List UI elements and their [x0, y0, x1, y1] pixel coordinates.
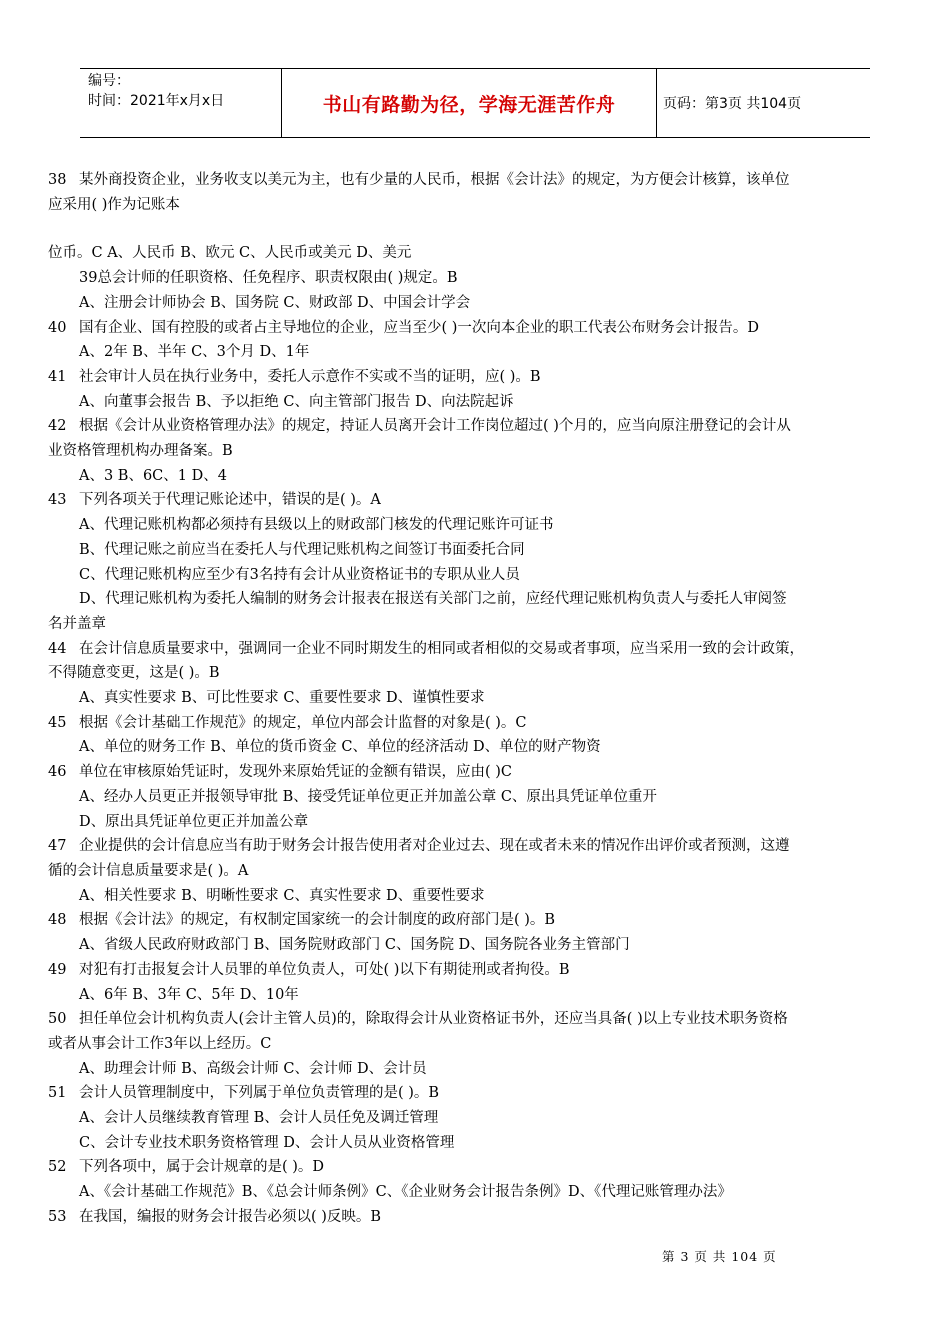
answer-options: C、会计专业技术职务资格管理 D、会计人员从业资格管理 — [79, 1134, 455, 1151]
question-text: 在我国，编报的财务会计报告必须以( )反映。B — [79, 1208, 382, 1225]
question-text: 或者从事会计工作3年以上经历。C — [48, 1035, 272, 1052]
question-number: 48 — [48, 912, 67, 929]
answer-options: A、向董事会报告 B、予以拒绝 C、向主管部门报告 D、向法院起诉 — [79, 393, 514, 410]
question-text: 国有企业、国有控股的或者占主导地位的企业，应当至少( )一次向本企业的职工代表公布财务会计报告。D — [79, 319, 760, 336]
question-number: 41 — [48, 368, 67, 385]
question-text: 根据《会计法》的规定，有权制定国家统一的会计制度的政府部门是( )。B — [79, 912, 556, 929]
question-text: 应采用( )作为记账本 — [48, 196, 180, 213]
option-continuation: 名并盖章 — [48, 615, 106, 632]
question-44 — [48, 637, 908, 662]
answer-options: A、单位的财务工作 B、单位的货币资金 C、单位的经济活动 D、单位的财产物资 — [79, 739, 601, 756]
question-number: 52 — [48, 1159, 67, 1176]
question-text: 社会审计人员在执行业务中，委托人示意作不实或不当的证明，应( )。B — [79, 368, 541, 385]
question-number: 45 — [48, 714, 67, 731]
answer-options: C、代理记账机构应至少有3名持有会计从业资格证书的专职从业人员 — [79, 566, 520, 583]
question-number: 39 — [79, 270, 98, 287]
question-number: 42 — [48, 418, 67, 435]
answer-options: A、会计人员继续教育管理 B、会计人员任免及调迁管理 — [79, 1110, 439, 1127]
question-text: 企业提供的会计信息应当有助于财务会计报告使用者对企业过去、现在或者未来的情况作出评价或者预测，这遵 — [79, 838, 790, 855]
answer-options: A、2年 B、半年 C、3个月 D、1年 — [79, 344, 310, 361]
question-50 — [48, 1007, 908, 1032]
question-text: 业资格管理机构办理备案。B — [48, 443, 233, 460]
question-text: 单位在审核原始凭证时，发现外来原始凭证的金额有错误，应由( )C — [79, 764, 513, 781]
question-text: 下列各项中，属于会计规章的是( )。D — [79, 1159, 325, 1176]
question-49 — [48, 958, 908, 983]
question-number: 38 — [48, 172, 67, 188]
number-label: 编号： — [88, 73, 130, 89]
question-number: 47 — [48, 838, 67, 855]
header-page-label: 页码：第3页 共104页 — [663, 96, 802, 112]
question-39 — [48, 266, 908, 291]
question-text: 不得随意变更，这是( )。B — [48, 665, 220, 682]
question-number: 49 — [48, 961, 67, 978]
answer-options: A、省级人民政府财政部门 B、国务院财政部门 C、国务院 D、国务院各业务主管部门 — [79, 937, 630, 954]
question-46 — [48, 760, 908, 785]
question-list — [48, 168, 908, 1230]
question-42 — [48, 414, 908, 439]
answer-options: D、代理记账机构为委托人编制的财务会计报表在报送有关部门之前，应经代理记账机构负责人与委托人审阅签 — [79, 591, 787, 608]
question-48 — [48, 908, 908, 933]
question-text: 对犯有打击报复会计人员罪的单位负责人，可处( )以下有期徒刑或者拘役。B — [79, 961, 570, 978]
question-text: 某外商投资企业，业务收支以美元为主，也有少量的人民币，根据《会计法》的规定，为方便会计核算，该单位 — [79, 172, 790, 188]
question-number: 51 — [48, 1085, 67, 1102]
question-number: 53 — [48, 1208, 67, 1225]
question-number: 40 — [48, 319, 67, 336]
question-number: 46 — [48, 764, 67, 781]
question-47 — [48, 834, 908, 859]
question-tail: 位币。C A、人民币 B、欧元 C、人民币或美元 D、美元 — [48, 245, 412, 262]
question-43 — [48, 488, 908, 513]
header-motto: 书山有路勤为径，学海无涯苦作舟 — [282, 69, 657, 137]
answer-options: A、3 B、6C、1 D、4 — [79, 467, 227, 484]
answer-options: B、代理记账之前应当在委托人与代理记账机构之间签订书面委托合同 — [79, 541, 525, 558]
question-38 — [48, 168, 908, 193]
question-number: 43 — [48, 492, 67, 509]
question-45 — [48, 711, 908, 736]
question-number: 44 — [48, 640, 67, 657]
page-footer: 第 3 页 共 104 页 — [662, 1249, 777, 1264]
answer-options: A、相关性要求 B、明晰性要求 C、真实性要求 D、重要性要求 — [79, 887, 485, 904]
answer-options: A、代理记账机构都必须持有县级以上的财政部门核发的代理记账许可证书 — [79, 517, 554, 534]
answer-options: A、注册会计师协会 B、国务院 C、财政部 D、中国会计学会 — [79, 294, 471, 311]
question-text: 会计人员管理制度中，下列属于单位负责管理的是( )。B — [79, 1085, 440, 1102]
question-continuation — [48, 439, 908, 464]
question-text: 根据《会计基础工作规范》的规定，单位内部会计监督的对象是( )。C — [79, 714, 527, 731]
question-text: 循的会计信息质量要求是( )。A — [48, 862, 249, 879]
question-text: 根据《会计从业资格管理办法》的规定，持证人员离开会计工作岗位超过( )个月的，应当向原注册登记的会计从 — [79, 418, 791, 435]
question-continuation — [48, 1032, 908, 1057]
question-51 — [48, 1081, 908, 1106]
answer-options: A、6年 B、3年 C、5年 D、10年 — [79, 986, 299, 1003]
question-continuation — [48, 859, 908, 884]
question-52 — [48, 1155, 908, 1180]
question-40 — [48, 316, 908, 341]
question-continuation — [48, 661, 908, 686]
question-text: 担任单位会计机构负责人(会计主管人员)的，除取得会计从业资格证书外，还应当具备( )以上专业技术职务资格 — [79, 1011, 788, 1028]
answer-options: A、真实性要求 B、可比性要求 C、重要性要求 D、谨慎性要求 — [79, 690, 485, 707]
answer-options: A、《会计基础工作规范》B、《总会计师条例》C、《企业财务会计报告条例》D、《代理记账管理办法》 — [79, 1184, 732, 1201]
question-text: 下列各项关于代理记账论述中，错误的是( )。A — [79, 492, 381, 509]
answer-options: A、助理会计师 B、高级会计师 C、会计师 D、会计员 — [79, 1060, 427, 1077]
question-41 — [48, 365, 908, 390]
question-number: 50 — [48, 1011, 67, 1028]
page-header — [80, 68, 870, 138]
question-text: 总会计师的任职资格、任免程序、职责权限由( )规定。B — [97, 270, 458, 287]
question-53 — [48, 1205, 908, 1230]
answer-options: A、经办人员更正并报领导审批 B、接受凭证单位更正并加盖公章 C、原出具凭证单位重开 — [79, 788, 657, 805]
answer-options: D、原出具凭证单位更正并加盖公章 — [79, 813, 309, 830]
header-meta — [80, 69, 282, 137]
time-label: 时间：2021年x月x日 — [88, 93, 225, 109]
question-text: 在会计信息质量要求中，强调同一企业不同时期发生的相同或者相似的交易或者事项，应当采用一致的会计政策， — [79, 640, 804, 657]
question-continuation — [48, 193, 908, 218]
